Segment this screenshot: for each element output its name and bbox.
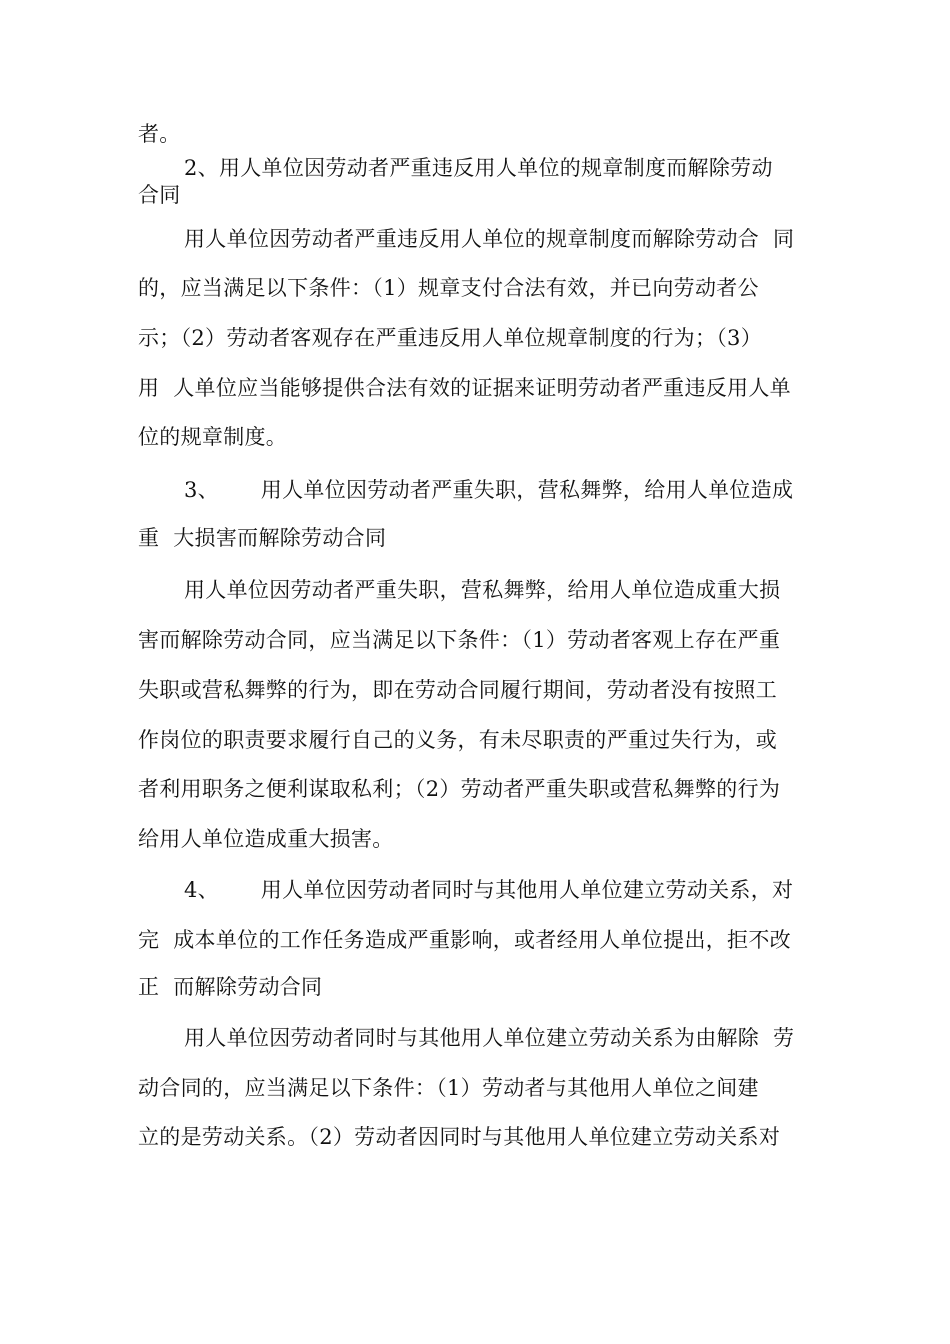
section-heading-2: 2、用人单位因劳动者严重违反用人单位的规章制度而解除劳动 <box>184 156 773 180</box>
section-heading-3: 3、 用人单位因劳动者严重失职，营私舞弊，给用人单位造成 <box>184 478 794 502</box>
text-line: 示；（2）劳动者客观存在严重违反用人单位规章制度的行为；（3） <box>138 326 763 350</box>
text-line: 位的规章制度。 <box>138 425 288 449</box>
text-line: 动合同的，应当满足以下条件：（1）劳动者与其他用人单位之间建 <box>138 1076 759 1100</box>
text-line: 正 而解除劳动合同 <box>138 975 323 999</box>
text-line: 用人单位因劳动者同时与其他用人单位建立劳动关系为由解除 劳 <box>184 1026 795 1050</box>
text-line: 用人单位因劳动者严重失职，营私舞弊，给用人单位造成重大损 <box>184 578 781 602</box>
text-line: 用人单位因劳动者严重违反用人单位的规章制度而解除劳动合 同 <box>184 227 795 251</box>
text-line: 重 大损害而解除劳动合同 <box>138 526 387 550</box>
text-line: 用 人单位应当能够提供合法有效的证据来证明劳动者严重违反用人单 <box>138 376 791 400</box>
text-line: 害而解除劳动合同，应当满足以下条件：（1）劳动者客观上存在严重 <box>138 628 781 652</box>
text-line: 者。 <box>138 122 181 146</box>
text-line: 立的是劳动关系。（2）劳动者因同时与其他用人单位建立劳动关系对 <box>138 1125 781 1149</box>
text-line: 失职或营私舞弊的行为，即在劳动合同履行期间，劳动者没有按照工 <box>138 678 777 702</box>
section-heading-4: 4、 用人单位因劳动者同时与其他用人单位建立劳动关系，对 <box>184 878 794 902</box>
text-line: 合同 <box>138 183 181 207</box>
text-line: 者利用职务之便利谋取私利；（2）劳动者严重失职或营私舞弊的行为 <box>138 777 781 801</box>
text-line: 完 成本单位的工作任务造成严重影响，或者经用人单位提出，拒不改 <box>138 928 791 952</box>
text-line: 作岗位的职责要求履行自己的义务，有未尽职责的严重过失行为，或 <box>138 728 777 752</box>
text-line: 给用人单位造成重大损害。 <box>138 827 394 851</box>
text-line: 的，应当满足以下条件：（1）规章支付合法有效，并已向劳动者公 <box>138 276 759 300</box>
